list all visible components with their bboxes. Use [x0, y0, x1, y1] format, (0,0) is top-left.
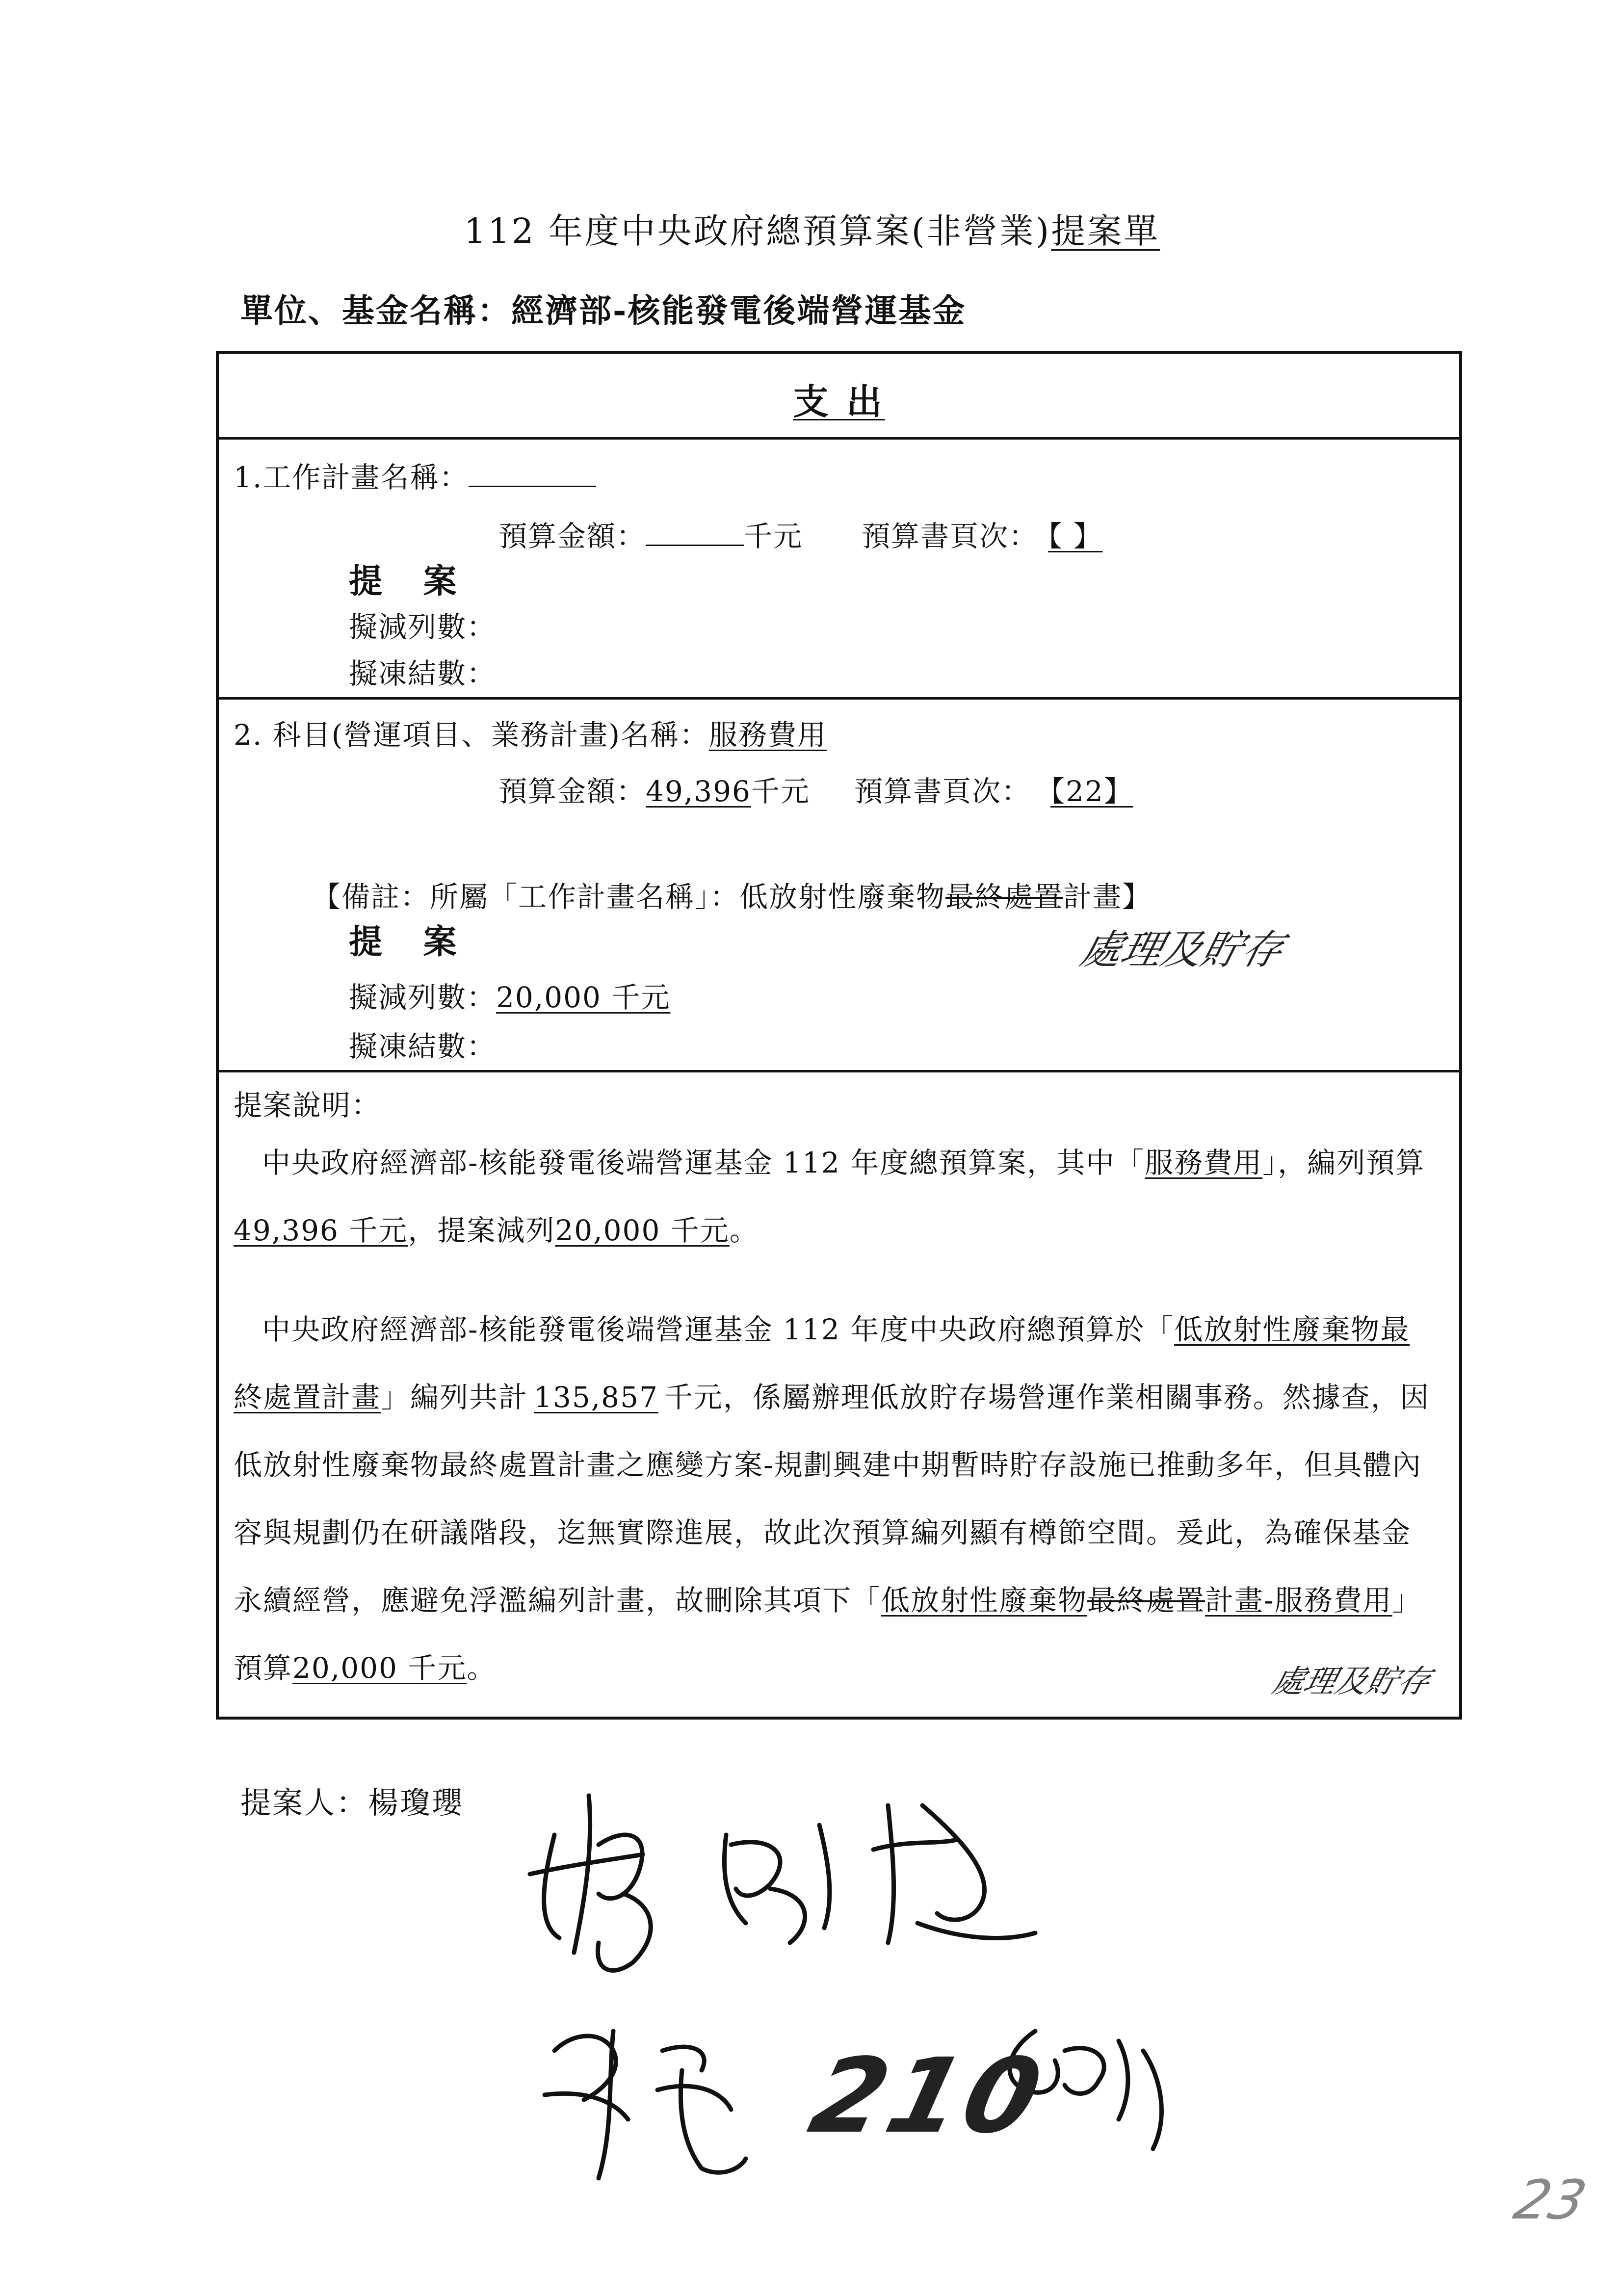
- item2-page-label: 預算書頁次：: [854, 775, 1031, 808]
- item2-subject: 服務費用: [709, 718, 827, 752]
- p1-underline-1: 服務費用: [1145, 1146, 1263, 1179]
- item1-cut-label: 擬減列數：: [349, 610, 497, 644]
- p2-underline-4a: 低放射性廢棄物: [881, 1584, 1088, 1617]
- p1-underline-2: 49,396 千元: [234, 1214, 408, 1247]
- item2-note-struck: 最終處置: [945, 880, 1064, 913]
- proposal-form: [216, 351, 1462, 1720]
- item2-proposal-heading: 提 案: [349, 922, 471, 962]
- p2-underline-1: 低放射性廢棄物最終處置計畫: [234, 1313, 1410, 1414]
- item1-proposal-heading: 提 案: [349, 562, 471, 601]
- p2-underline-5: 20,000 千元: [292, 1651, 467, 1685]
- item1-budget-unit: 千元: [744, 520, 803, 553]
- item1-page-value: 【 】: [1048, 520, 1103, 553]
- divider: [219, 1070, 1459, 1072]
- item1-row: [234, 454, 596, 496]
- p1-text-2: 」，編列預算: [1262, 1146, 1425, 1179]
- item1-budget-label: 預算金額：: [498, 520, 646, 553]
- p2-text-2: 」編列共計: [381, 1381, 528, 1414]
- title-suffix: 提案單: [1051, 211, 1160, 251]
- item1-label: 1.工作計畫名稱：: [234, 461, 469, 494]
- item2-cut-label: 擬減列數：: [349, 981, 497, 1014]
- p2-underline-4b: 計畫-服務費用: [1205, 1584, 1392, 1617]
- item1-budget-row: [498, 513, 1132, 554]
- item1-freeze-label: 擬凍結數：: [349, 657, 497, 690]
- item1-budget-blank: [646, 516, 744, 546]
- explanation-paragraph-2: [234, 1296, 1431, 1702]
- item2-budget-amount: 49,396: [646, 775, 751, 808]
- item2-note-suffix: 計畫】: [1063, 880, 1152, 913]
- item2-budget-label: 預算金額：: [498, 775, 646, 808]
- proposer: 提案人：楊瓊瓔: [240, 1785, 464, 1821]
- p1-text-1: 中央政府經濟部-核能發電後端營運基金 112 年度總預算案，其中「: [262, 1146, 1145, 1179]
- item2-row: [234, 712, 827, 753]
- p2-text-3: 千元，係屬辦理低放貯存場營運作業相關事務。然據查，因低放射性廢棄物最終處置計畫之應變方案-規劃興建中期暫時貯存設施已推動多年，但具體內容與規劃仍在研議階段，迄無實際進展，故此次預算編列顯有樽節空間。爰此，為確保基金永續經營，應避免浮濫編列計畫，故刪除其項下「: [234, 1381, 1430, 1617]
- signature-1: [530, 1796, 1035, 1970]
- page-title: [0, 204, 1624, 253]
- item2-note-prefix: 【備註：所屬「工作計畫名稱」：低放射性廢棄物: [312, 880, 946, 913]
- item2-budget-unit: 千元: [751, 775, 810, 808]
- item2-page-value: 【22】: [1050, 775, 1133, 808]
- item2-cut-amount: 20,000 千元: [496, 981, 671, 1014]
- p2-struck: 最終處置: [1087, 1584, 1205, 1617]
- p2-text-1: 中央政府經濟部-核能發電後端營運基金 112 年度中央政府總預算於「: [262, 1313, 1175, 1346]
- item2-budget-row: [498, 768, 1168, 809]
- unit-name: 單位、基金名稱：經濟部-核能發電後端營運基金: [240, 291, 967, 330]
- p2-text-4: 」預算: [234, 1584, 1422, 1685]
- p1-text-3: ，提案減列: [408, 1214, 555, 1247]
- title-main: 112 年度中央政府總預算案(非營業): [464, 211, 1051, 251]
- handwritten-correction-2: 處理及貯存: [1268, 1664, 1435, 1700]
- item2-note: [312, 874, 1152, 915]
- item1-blank: [469, 457, 596, 487]
- p2-underline-2: 135,857: [534, 1381, 658, 1414]
- p1-underline-3: 20,000 千元: [555, 1214, 730, 1247]
- explanation-paragraph-1: [234, 1129, 1431, 1264]
- section-header: 支 出: [793, 381, 885, 422]
- divider: [219, 437, 1459, 440]
- p1-text-4: 。: [729, 1214, 759, 1247]
- stamp-number: 210: [799, 2036, 1056, 2156]
- handwritten-correction: 處理及貯存: [1075, 927, 1289, 973]
- item2-freeze-label: 擬凍結數：: [349, 1030, 497, 1063]
- divider: [219, 697, 1459, 700]
- item2-cut-row: [349, 974, 670, 1016]
- item1-page-label: 預算書頁次：: [862, 520, 1039, 553]
- p2-text-5: 。: [467, 1651, 497, 1685]
- item2-label: 2. 科目(營運項目、業務計畫)名稱：: [234, 718, 709, 752]
- explanation-label: 提案說明：: [234, 1089, 381, 1122]
- page-number: 23: [1508, 2168, 1593, 2231]
